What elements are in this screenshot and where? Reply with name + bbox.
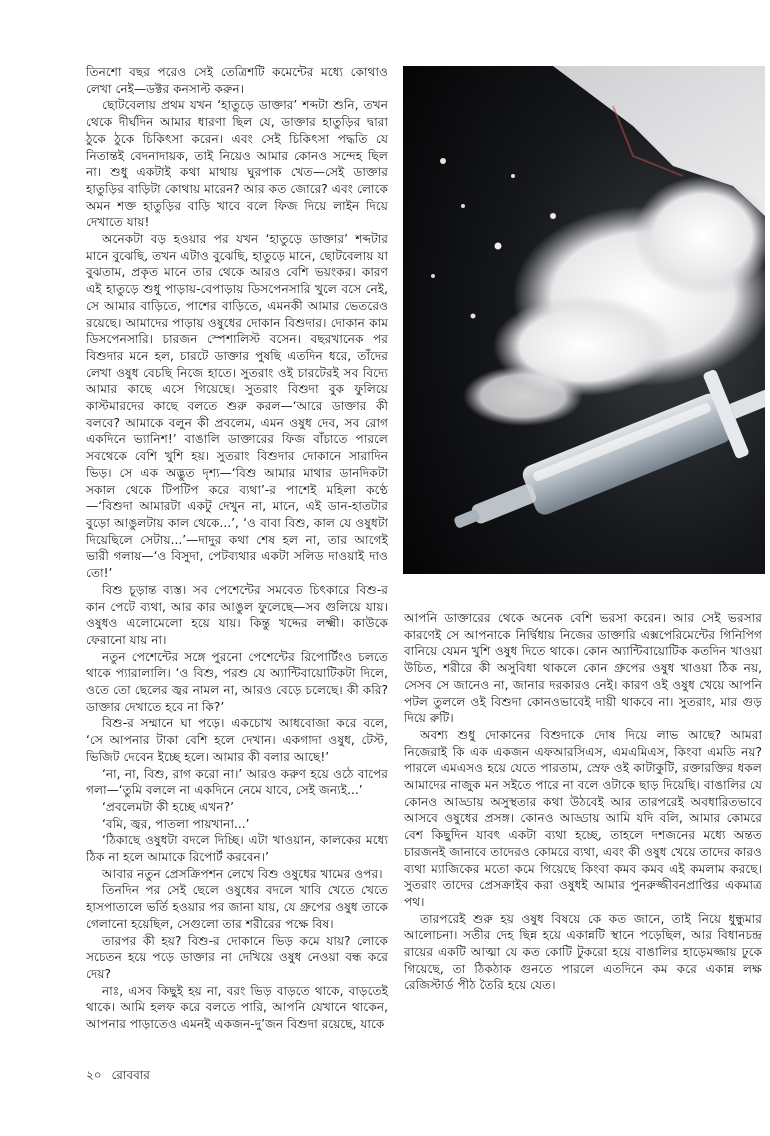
article-paragraph: অনেকটা বড় হওয়ার পর যখন ‘হাতুড়ে ডাক্তার’ শব্দটার মানে বুঝেছি, তখন এটাও বুঝেছি, হাতুড়ে মানে, ছোটবেলায় যা বুঝতাম, প্রকৃত মানে তার থেকে আরও বেশি ভয়ংকর। কারণ এই হাতুড়ে শুধু পাড়ায়-বেপাড়ায় ডিসপেনসারি খুলে বসে নেই, সে আমার বাড়িতে, পাশের বাড়িতে, এমনকী আমার ভেতরেও রয়েছে। আমাদের পাড়ায় ওষুধের দোকান বিশুদার। দোকান কাম ডিসপেনসারি। চারজন স্পেশালিস্ট বসেন। বছরখানেক পর বিশুদার মনে হল, চারটে ডাক্তার পুষছি এতদিন ধরে, তাঁদের লেখা ওষুধ বেচছি নিজে হাতে। সুতরাং ওই চারটেরই সব বিদ্যে আমার কাছে এসে গিয়েছে। সুতরাং বিশুদা বুক ফুলিয়ে কাস্টমারদের কাছে বলতে শুরু করল—‘আরে ডাক্তার কী বলবে? আমাকে বলুন কী প্রবলেম, এমন ওষুধ দেব, সব রোগ একদিনে ভ্যানিশ!’ বাঙালি ডাক্তারের ফিজ বাঁচাতে পারলে সবথেকে বেশি খুশি হয়। সুতরাং বিশুদার দোকানে সারাদিন ভিড়। সে এক অদ্ভুত দৃশ্য—‘বিশু আমার মাথার ডানদিকটা সকাল থেকে টিপটিপ করে ব্যথা’-র পাশেই মহিলা কণ্ঠে—‘বিশুদা আমারটা একটু দেখুন না, মানে, এই ডান-হাতটার বুড়ো আঙুলটায় কাল থেকে...’, ‘ও বাবা বিশু, কাল যে ওষুধটা দিয়েছিলে সেটায়...’—দাদুর কথা শেষ হল না, তার আগেই ভারী গলায়—‘ও বিসুদা, পেটব্যথার একটা সলিড দাওয়াই দাও তো!’ <box>86 232 388 581</box>
article-paragraph: বিশু চূড়ান্ত ব্যস্ত। সব পেশেন্টের সমবেত চিৎকারে বিশু-র কান পেটে ব্যথা, আর কার আঙুল ফুলেছে—সব গুলিয়ে যায়। ওষুধও এলোমেলো হয়ে যায়। কিন্তু খদ্দের লক্ষ্মী। কাউকে ফেরানো যায় না। <box>86 582 388 647</box>
article-paragraph: ছোটবেলায় প্রথম যখন ‘হাতুড়ে ডাক্তার’ শব্দটা শুনি, তখন থেকে দীর্ঘদিন আমার ধারণা ছিল যে, ডাক্তার হাতুড়ির দ্বারা ঠুকে ঠুকে চিকিৎসা করেন। এবং সেই চিকিৎসা পদ্ধতি যে নিতান্তই বেদনাদায়ক, তাই নিয়েও আমার কোনও সন্দেহ ছিল না। শুধু একটাই কথা মাথায় ঘুরপাক খেত—সেই ডাক্তার হাতুড়ির বাড়িটা কোথায় মারেন? আর কত জোরে? এবং লোকে অমন শক্ত হাতুড়ির বাড়ি খাবে বলে ফিজ দিয়ে লাইন দিয়ে দেখাতে যায়! <box>86 98 388 230</box>
article-paragraph: ‘বমি, জ্বর, পাতলা পায়খানা...’ <box>102 816 250 831</box>
article-paragraph: বিশু-র সম্মানে ঘা পড়ে। একচোখ আধবোজা করে বলে, ‘সে আপনার টাকা বেশি হলে দেখান। একগাদা ওষুধ, টেস্ট, ভিজিট দেবেন ইচ্ছে হলে। আমার কী বলার আছে!’ <box>86 716 388 764</box>
article-paragraph: আপনি ডাক্তারের থেকে অনেক বেশি ভরসা করেন। আর সেই ভরসার কারণেই সে আপনাকে নির্দ্বিধায় নিজের ডাক্তারি এক্সপেরিমেন্টের গিনিপিগ বানিয়ে যেমন খুশি ওষুধ দিতে থাকে। কোন অ্যান্টিবায়োটিক কতদিন খাওয়া উচিত, শরীরে কী অসুবিধা থাকলে কোন গ্রুপের ওষুধ খাওয়া ঠিক নয়, সেসব সে জানেও না, জানার দরকারও নেই। কারণ ওই ওষুধ খেয়ে আপনি পটল তুললে ওই বিশুদা কোনওভাবেই দায়ী থাকবে না। সুতরাং, মার গুড় দিয়ে রুটি। <box>404 611 762 726</box>
article-column-right <box>404 610 762 1050</box>
article-paragraph: নতুন পেশেন্টের সঙ্গে পুরনো পেশেন্টের রিপোর্টিংও চলতে থাকে প্যারালালি। ‘ও বিশু, পরশু যে অ্যান্টিবায়োটিকটা দিলে, ওতে তো ছেলের জ্বর নামল না, আরও বেড়ে চলেছে। কী করি? ডাক্তার দেখাতে হবে না কি?’ <box>86 649 388 714</box>
article-column-left <box>86 64 388 1049</box>
article-paragraph: তারপর কী হয়? বিশু-র দোকানে ভিড় কমে যায়? লোকে সচেতন হয়ে পড়ে ডাক্তার না দেখিয়ে ওষুধ নেওয়া বন্ধ করে দেয়? <box>86 933 388 981</box>
article-paragraph: নাঃ, এসব কিছুই হয় না, বরং ভিড় বাড়তে থাকে, বাড়তেই থাকে। আমি হলফ করে বলতে পারি, আপনি যেখানে থাকেন, আপনার পাড়াতেও এমনই একজন-দু’জন বিশুদা রয়েছে, যাকে <box>86 983 388 1032</box>
page-footer <box>86 1067 156 1087</box>
article-paragraph: তারপরেই শুরু হয় ওষুধ বিষয়ে কে কত জানে, তাই নিয়ে ধুন্ধুমার আলোচনা। সতীর দেহ ছিন্ন হয়ে একান্নটি স্থানে পড়েছিল, আর বিধানচন্দ্র রায়ের একটি আত্মা যে কত কোটি টুকরো হয়ে বাঙালির হাড়েমজ্জায় ঢুকে গিয়েছে, তা ঠিকঠাক গুনতে পারলে এতদিনে কম করে একান্ন লক্ষ রেজিস্টার্ড পীঠ তৈরি হয়ে যেত। <box>404 911 762 993</box>
article-paragraph: তিনশো বছর পরেও সেই তেত্রিশটি কমেন্টের মধ্যে কোথাও লেখা নেই—ডক্টর কনসাল্ট করুন। <box>86 65 388 96</box>
magazine-name: রোববার <box>111 1068 150 1082</box>
article-paragraph: আবার নতুন প্রেসক্রিপশন লেখে বিশু ওষুধের খামের ওপর। <box>102 866 383 881</box>
article-paragraph: ‘ঠিকাছে ওষুধটা বদলে দিচ্ছি। এটা খাওয়ান, কালকের মধ্যে ঠিক না হলে আমাকে রিপোর্ট করবেন।’ <box>86 833 388 865</box>
article-paragraph: ‘না, না, বিশু, রাগ করো না।’ আরও করুণ হয়ে ওঠে বাপের গলা—‘তুমি বললে না একদিনে নেমে যাবে, সেই জন্যই...’ <box>86 766 388 798</box>
syringe-and-powder-photo <box>403 66 765 574</box>
article-paragraph: তিনদিন পর সেই ছেলে ওষুধের বদলে খাবি খেতে খেতে হাসপাতালে ভর্তি হওয়ার পর জানা যায়, যে গ্রুপের ওষুধ তাকে গেলানো হয়েছিল, সেগুলো তার শরীরের পক্ষে বিষ। <box>86 883 388 931</box>
page-number: ২০ <box>86 1068 102 1082</box>
article-paragraph: অবশ্য শুধু দোকানের বিশুদাকে দোষ দিয়ে লাভ আছে? আমরা নিজেরাই কি এক একজন এফআরসিএস, এমএমিএস, কিংবা এমডি নয়? পারলে এমএসও হয়ে যেতে পারতাম, স্রেফ ওই কাটাকুটি, রক্তারক্তির ধকল আমাদের নাজুক মন সইতে পারে না বলে ওটাকে ছাড় দিয়েছি। বাঙালির যে কোনও আড্ডায় অসুস্থতার কথা উঠবেই আর তারপরেই অবধারিতভাবে আসবে ওষুধের প্রসঙ্গ। কোনও আড্ডায় আমি যদি বলি, আমার কোমরে বেশ কিছুদিন যাবৎ একটা ব্যথা হচ্ছে, তাহলে দশজনের মধ্যে অন্তত চারজনই জানাবে তাদেরও কোমরে ব্যথা, এবং কী ওষুধ খেয়ে তাদের কারও ব্যথা ম্যাজিকের মতো কমে গিয়েছে কিংবা কমব কমব এই কমলাম করছে। সুতরাং তাদের প্রেসক্রাইব করা ওষুধই আমার পুনরুজ্জীবনপ্রাপ্তির একমাত্র পথ। <box>404 727 762 909</box>
article-paragraph: ‘প্রবলেমটা কী হচ্ছে এখন?’ <box>102 799 235 814</box>
